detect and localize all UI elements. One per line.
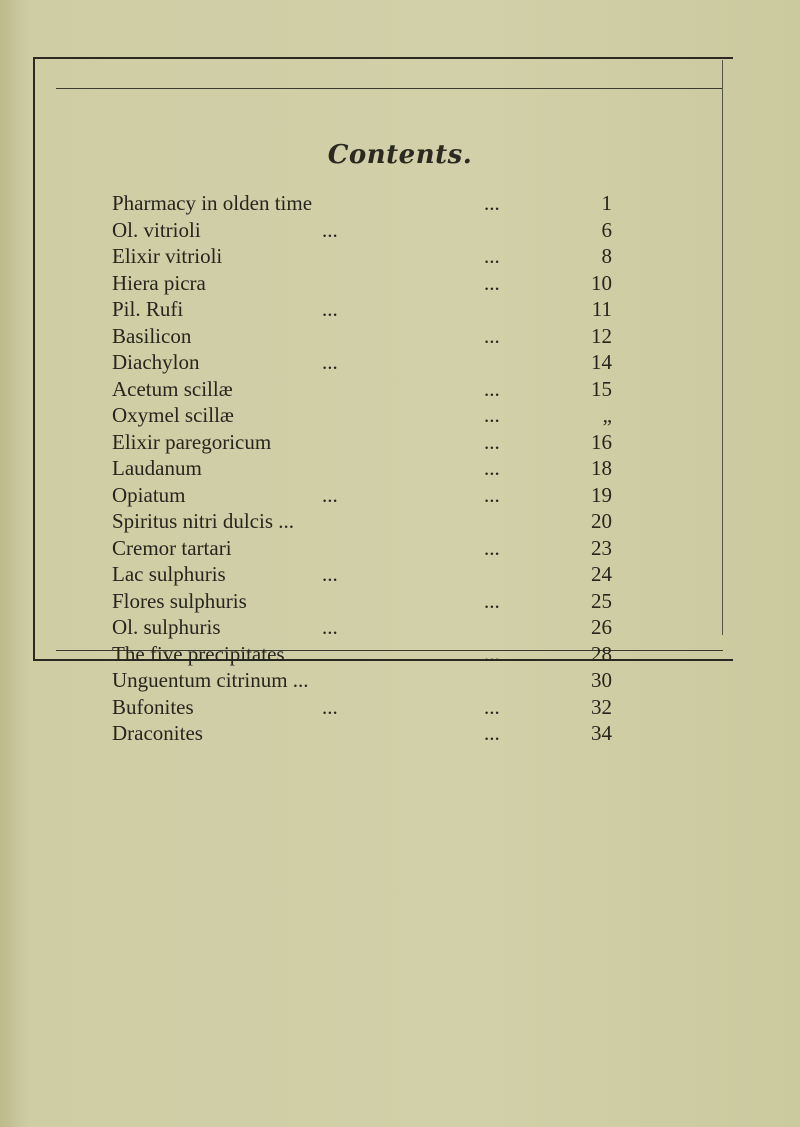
toc-entry-title: Elixir vitrioli [112, 244, 223, 268]
toc-entry-leaders: ... [484, 270, 500, 295]
toc-entry-page: 25 [591, 588, 612, 613]
toc-entry-page: 16 [591, 429, 612, 454]
toc-entry-title: Bufonites [112, 694, 194, 719]
toc-entry-leaders: ... [484, 694, 500, 719]
toc-entry-title: Diachylon [112, 350, 200, 374]
toc-entry [112, 508, 612, 535]
toc-entry-leaders: ... [322, 350, 338, 374]
contents-heading: Contents. [327, 140, 473, 170]
toc-entry [112, 190, 612, 217]
toc-entry-page: 14 [591, 350, 612, 374]
table-of-contents [112, 190, 612, 747]
toc-entry [112, 429, 612, 456]
toc-entry-page: 20 [591, 509, 612, 533]
toc-entry-title: Oxymel scillæ [112, 403, 234, 427]
toc-entry-leaders: ... [484, 721, 500, 745]
toc-entry-leaders: ... [484, 588, 500, 613]
toc-entry [112, 349, 612, 376]
top-rule [56, 88, 723, 89]
toc-entry-leaders: ... [484, 403, 500, 427]
toc-entry-title: Acetum scillæ [112, 376, 233, 401]
toc-entry-title: Hiera picra [112, 270, 206, 295]
toc-entry [112, 641, 612, 668]
toc-entry-leaders: ... [484, 482, 500, 507]
toc-entry-leaders: ... [484, 641, 500, 666]
toc-entry-page: 32 [591, 694, 612, 719]
toc-entry-leaders: ... [484, 456, 500, 480]
toc-entry [112, 376, 612, 403]
toc-entry [112, 561, 612, 588]
toc-entry-page: 18 [591, 456, 612, 480]
toc-entry [112, 482, 612, 509]
toc-entry-leaders: ... [322, 615, 338, 639]
toc-entry-leaders: ... [484, 244, 500, 268]
toc-entry-title: The five precipitates [112, 641, 285, 666]
toc-entry-leaders: ... [322, 482, 338, 507]
toc-entry [112, 323, 612, 350]
toc-entry [112, 694, 612, 721]
toc-entry-page: 34 [591, 721, 612, 745]
toc-entry-title: Elixir paregoricum [112, 429, 272, 454]
toc-entry-page: 12 [591, 323, 612, 348]
toc-entry-page: 19 [591, 482, 612, 507]
toc-entry-leaders: ... [322, 694, 338, 719]
toc-entry-leaders: ... [322, 562, 338, 586]
toc-entry-leaders: ... [322, 217, 338, 242]
toc-entry [112, 402, 612, 429]
toc-entry-leaders: ... [484, 191, 500, 215]
toc-entry-page: „ [602, 403, 612, 427]
toc-entry [112, 588, 612, 615]
toc-entry-title: Unguentum citrinum ... [112, 668, 309, 692]
toc-entry-title: Lac sulphuris [112, 562, 226, 586]
toc-entry-page: 6 [601, 217, 612, 242]
toc-entry [112, 614, 612, 641]
toc-entry [112, 270, 612, 297]
toc-entry [112, 296, 612, 323]
toc-entry-title: Opiatum [112, 482, 186, 507]
toc-entry-title: Spiritus nitri dulcis ... [112, 509, 295, 533]
toc-entry-page: 26 [591, 615, 612, 639]
toc-entry-title: Pil. Rufi [112, 297, 184, 321]
toc-entry-page: 8 [601, 244, 612, 268]
toc-entry-page: 24 [591, 562, 612, 586]
toc-entry-title: Draconites [112, 721, 203, 745]
toc-entry-leaders: ... [484, 429, 500, 454]
toc-entry-title: Ol. sulphuris [112, 615, 221, 639]
toc-entry-page: 11 [591, 297, 612, 321]
toc-entry-title: Basilicon [112, 323, 192, 348]
toc-entry-leaders: ... [484, 323, 500, 348]
toc-entry [112, 455, 612, 482]
toc-entry-title: Cremor tartari [112, 535, 232, 560]
toc-entry-leaders: ... [322, 297, 338, 321]
toc-entry-page: 23 [591, 535, 612, 560]
toc-entry [112, 720, 612, 747]
toc-entry [112, 667, 612, 694]
toc-entry-page: 1 [601, 191, 612, 215]
toc-entry-leaders: ... [484, 376, 500, 401]
toc-entry-page: 28 [591, 641, 612, 666]
toc-entry-leaders: ... [484, 535, 500, 560]
toc-entry-title: Flores sulphuris [112, 588, 247, 613]
toc-entry [112, 243, 612, 270]
toc-entry-title: Ol. vitrioli [112, 217, 201, 242]
toc-entry-page: 15 [591, 376, 612, 401]
toc-entry [112, 217, 612, 244]
toc-entry-title: Pharmacy in olden time [112, 191, 313, 215]
toc-entry-page: 10 [591, 270, 612, 295]
toc-entry [112, 535, 612, 562]
toc-entry-title: Laudanum [112, 456, 202, 480]
toc-entry-page: 30 [591, 668, 612, 692]
